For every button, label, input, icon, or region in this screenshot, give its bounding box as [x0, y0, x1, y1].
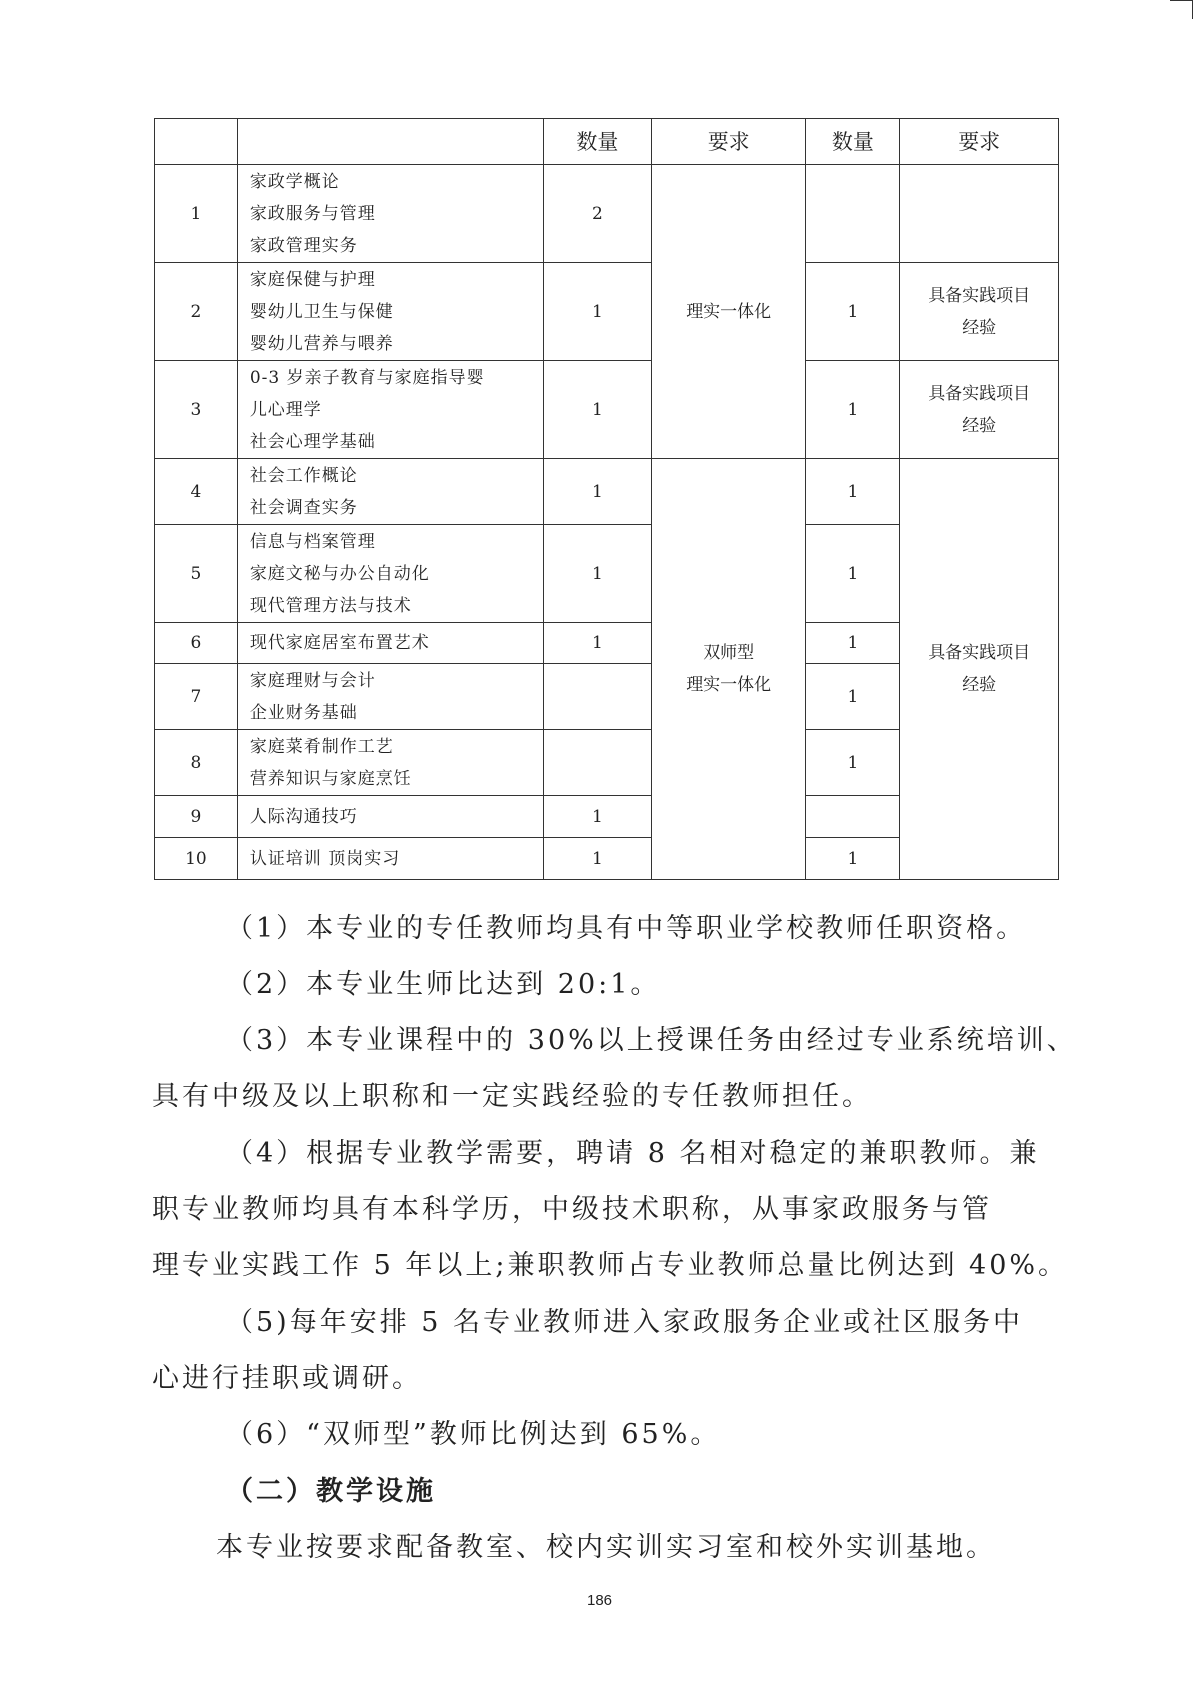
requirement-cell	[900, 165, 1059, 263]
quantity-cell: 1	[543, 796, 651, 838]
row-number: 8	[155, 730, 238, 796]
paragraph-dual-qualified: （6）“双师型”教师比例达到 65%。	[226, 1419, 721, 1450]
paragraph-part-time-teachers-cont: 职专业教师均具有本科学历，中级技术职称，从事家政服务与管	[152, 1194, 992, 1225]
table-row	[155, 361, 1059, 459]
course-name: 现代家庭居室布置艺术	[249, 633, 430, 653]
requirement-cell	[651, 165, 806, 459]
paragraph-teacher-practice-cont: 心进行挂职或调研。	[152, 1363, 422, 1394]
paragraph-part-time-teachers: （4）根据专业教学需要，聘请 8 名相对稳定的兼职教师。兼	[226, 1138, 1040, 1169]
quantity-cell: 1	[543, 361, 651, 459]
course-list	[237, 838, 543, 880]
quantity-cell	[806, 796, 900, 838]
requirement-cell	[900, 459, 1059, 880]
course-name: 家庭菜肴制作工艺	[249, 736, 394, 757]
course-name: 社会调查实务	[249, 497, 358, 518]
requirement-cell	[651, 459, 806, 880]
paragraph-student-teacher-ratio: （2）本专业生师比达到 20:1。	[226, 969, 661, 1000]
course-list	[237, 623, 543, 664]
header-quantity: 数量	[543, 119, 651, 165]
paragraph-teacher-practice: （5)每年安排 5 名专业教师进入家政服务企业或社区服务中	[226, 1307, 1024, 1338]
table-row	[155, 165, 1059, 263]
row-number: 3	[155, 361, 238, 459]
course-name: 家政学概论	[249, 171, 340, 192]
row-number: 10	[155, 838, 238, 880]
quantity-cell: 1	[806, 838, 900, 880]
quantity-cell: 1	[543, 623, 651, 664]
quantity-cell: 2	[543, 165, 651, 263]
course-name: 儿心理学	[249, 399, 322, 420]
course-list	[237, 525, 543, 623]
course-name: 社会心理学基础	[249, 431, 376, 452]
course-name: 家政服务与管理	[249, 203, 376, 224]
corner-crop-mark	[1170, 0, 1193, 19]
header-cell	[155, 119, 238, 165]
course-list	[237, 664, 543, 730]
row-number: 4	[155, 459, 238, 525]
course-list	[237, 263, 543, 361]
row-number: 2	[155, 263, 238, 361]
paragraph-teacher-qualification: （1）本专业的专任教师均具有中等职业学校教师任职资格。	[226, 913, 1027, 944]
quantity-cell: 1	[806, 664, 900, 730]
quantity-cell: 1	[543, 838, 651, 880]
course-list	[237, 361, 543, 459]
table-row	[155, 459, 1059, 525]
quantity-cell	[806, 165, 900, 263]
requirement-text: 具备实践项目	[928, 285, 1031, 306]
section-heading: （二）教学设施	[226, 1476, 436, 1507]
row-number: 9	[155, 796, 238, 838]
header-requirement: 要求	[900, 119, 1059, 165]
row-number: 5	[155, 525, 238, 623]
requirement-cell	[900, 361, 1059, 459]
quantity-cell: 1	[543, 525, 651, 623]
header-requirement: 要求	[651, 119, 806, 165]
row-number: 7	[155, 664, 238, 730]
requirement-text: 理实一体化	[686, 301, 772, 322]
quantity-cell	[543, 730, 651, 796]
requirement-text: 经验	[962, 675, 997, 695]
course-list	[237, 730, 543, 796]
course-list	[237, 165, 543, 263]
course-list	[237, 796, 543, 838]
header-quantity: 数量	[806, 119, 900, 165]
row-number: 1	[155, 165, 238, 263]
quantity-cell: 1	[543, 459, 651, 525]
course-name: 营养知识与家庭烹饪	[249, 768, 412, 789]
course-name: 认证培训 顶岗实习	[249, 848, 401, 869]
quantity-cell: 1	[543, 263, 651, 361]
table-row	[155, 263, 1059, 361]
requirement-text: 经验	[962, 415, 997, 436]
row-number: 6	[155, 623, 238, 664]
course-list	[237, 459, 543, 525]
requirement-text: 具备实践项目	[928, 383, 1031, 404]
course-name: 家庭保健与护理	[249, 269, 376, 290]
paragraph-part-time-teachers-cont: 理专业实践工作 5 年以上;兼职教师占专业教师总量比例达到 40%。	[152, 1250, 1069, 1281]
course-name: 信息与档案管理	[249, 531, 376, 552]
quantity-cell: 1	[806, 459, 900, 525]
course-name: 家政管理实务	[249, 235, 358, 256]
course-name: 婴幼儿卫生与保健	[249, 301, 394, 322]
course-staffing-table	[154, 118, 1059, 880]
course-name: 现代管理方法与技术	[249, 595, 412, 616]
course-name: 婴幼儿营养与喂养	[249, 333, 394, 354]
paragraph-facilities: 本专业按要求配备教室、校内实训实习室和校外实训基地。	[216, 1532, 996, 1563]
requirement-text: 理实一体化	[686, 675, 772, 695]
quantity-cell	[543, 664, 651, 730]
requirement-text: 双师型	[703, 643, 755, 663]
quantity-cell: 1	[806, 263, 900, 361]
course-name: 0-3 岁亲子教育与家庭指导婴	[249, 367, 485, 388]
quantity-cell: 1	[806, 361, 900, 459]
table-header-row	[155, 119, 1059, 165]
course-name: 企业财务基础	[249, 702, 358, 723]
requirement-text: 经验	[962, 317, 997, 338]
quantity-cell: 1	[806, 623, 900, 664]
course-name: 人际沟通技巧	[249, 806, 358, 827]
course-name: 社会工作概论	[249, 465, 358, 486]
paragraph-course-assignment: （3）本专业课程中的 30%以上授课任务由经过专业系统培训、	[226, 1025, 1077, 1056]
requirement-cell	[900, 263, 1059, 361]
header-cell	[237, 119, 543, 165]
course-name: 家庭文秘与办公自动化	[249, 563, 430, 584]
course-name: 家庭理财与会计	[249, 670, 376, 691]
quantity-cell: 1	[806, 525, 900, 623]
quantity-cell: 1	[806, 730, 900, 796]
page-number: 186	[586, 1592, 613, 1609]
requirement-text: 具备实践项目	[928, 643, 1031, 663]
paragraph-course-assignment-cont: 具有中级及以上职称和一定实践经验的专任教师担任。	[152, 1081, 872, 1112]
